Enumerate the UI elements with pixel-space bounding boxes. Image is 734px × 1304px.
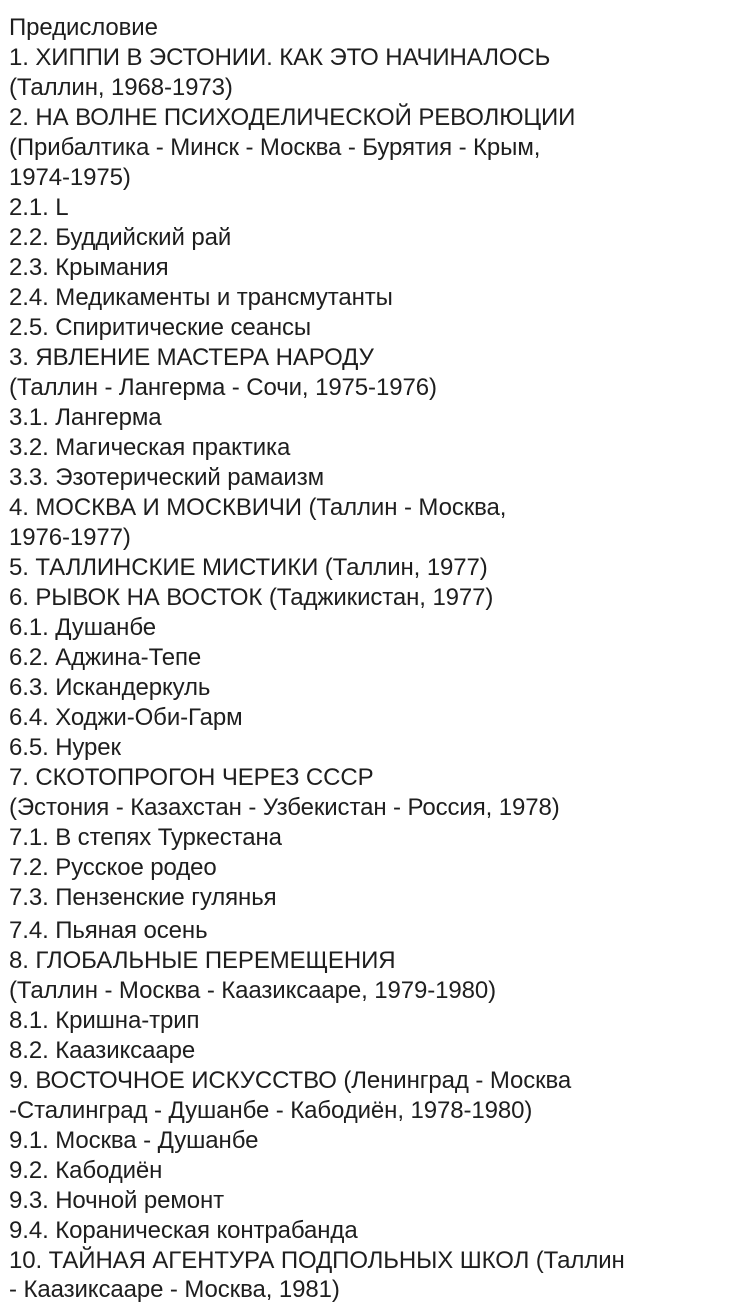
toc-line: 6. РЫВОК НА ВОСТОК (Таджикистан, 1977) xyxy=(9,584,494,611)
toc-line: (Эстония - Казахстан - Узбекистан - Россия, 1978) xyxy=(9,794,560,821)
toc-line: 4. МОСКВА И МОСКВИЧИ (Таллин - Москва, xyxy=(9,494,507,521)
toc-line: 1974-1975) xyxy=(9,164,131,191)
toc-line: 6.5. Нурек xyxy=(9,734,121,761)
toc-line: 7.2. Русское родео xyxy=(9,854,217,881)
toc-line: 8.1. Кришна-трип xyxy=(9,1007,200,1034)
toc-line: 3.3. Эзотерический рамаизм xyxy=(9,464,325,491)
toc-line: 2.2. Буддийский рай xyxy=(9,224,232,251)
toc-line: 3. ЯВЛЕНИЕ МАСТЕРА НАРОДУ xyxy=(9,344,374,371)
toc-line: 9.2. Кабодиён xyxy=(9,1157,163,1184)
toc-line: (Таллин - Москва - Каазиксааре, 1979-1980) xyxy=(9,977,497,1004)
toc-line: Предисловие xyxy=(9,14,158,41)
toc-line: 2.4. Медикаменты и трансмутанты xyxy=(9,284,393,311)
toc-line: 2.1. L xyxy=(9,194,69,221)
toc-line: -Сталинград - Душанбе - Кабодиён, 1978-1980) xyxy=(9,1097,533,1124)
toc-line: 5. ТАЛЛИНСКИЕ МИСТИКИ (Таллин, 1977) xyxy=(9,554,488,581)
toc-line: 6.3. Искандеркуль xyxy=(9,674,211,701)
toc-line: 1976-1977) xyxy=(9,524,131,551)
toc-line: 9.4. Кораническая контрабанда xyxy=(9,1217,358,1244)
toc-line: 6.1. Душанбе xyxy=(9,614,156,641)
toc-line: 2. НА ВОЛНЕ ПСИХОДЕЛИЧЕСКОЙ РЕВОЛЮЦИИ xyxy=(9,104,576,131)
toc-line: 8. ГЛОБАЛЬНЫЕ ПЕРЕМЕЩЕНИЯ xyxy=(9,947,396,974)
toc-line: 3.2. Магическая практика xyxy=(9,434,291,461)
toc-line: (Таллин, 1968-1973) xyxy=(9,74,233,101)
toc-line: 7.1. В степях Туркестана xyxy=(9,824,282,851)
toc-line: (Таллин - Лангерма - Сочи, 1975-1976) xyxy=(9,374,437,401)
toc-line: 9.3. Ночной ремонт xyxy=(9,1187,225,1214)
toc-line: 2.5. Спиритические сеансы xyxy=(9,314,312,341)
toc-line: 9.1. Москва - Душанбе xyxy=(9,1127,259,1154)
toc-line: - Каазиксааре - Москва, 1981) xyxy=(9,1276,340,1303)
toc-line: (Прибалтика - Минск - Москва - Бурятия - Крым, xyxy=(9,134,541,161)
toc-line: 3.1. Лангерма xyxy=(9,404,162,431)
toc-line: 8.2. Каазиксааре xyxy=(9,1037,196,1064)
toc-line: 2.3. Крымания xyxy=(9,254,169,281)
toc-line: 7.3. Пензенские гулянья xyxy=(9,884,277,911)
toc-line: 6.2. Аджина-Тепе xyxy=(9,644,202,671)
toc-line: 10. ТАЙНАЯ АГЕНТУРА ПОДПОЛЬНЫХ ШКОЛ (Таллин xyxy=(9,1247,625,1274)
toc-line: 9. ВОСТОЧНОЕ ИСКУССТВО (Ленинград - Москва xyxy=(9,1067,572,1094)
toc-line: 7. СКОТОПРОГОН ЧЕРЕЗ СССР xyxy=(9,764,374,791)
toc-line: 1. ХИППИ В ЭСТОНИИ. КАК ЭТО НАЧИНАЛОСЬ xyxy=(9,44,551,71)
toc-line: 6.4. Ходжи-Оби-Гарм xyxy=(9,704,243,731)
toc-line: 7.4. Пьяная осень xyxy=(9,917,208,944)
